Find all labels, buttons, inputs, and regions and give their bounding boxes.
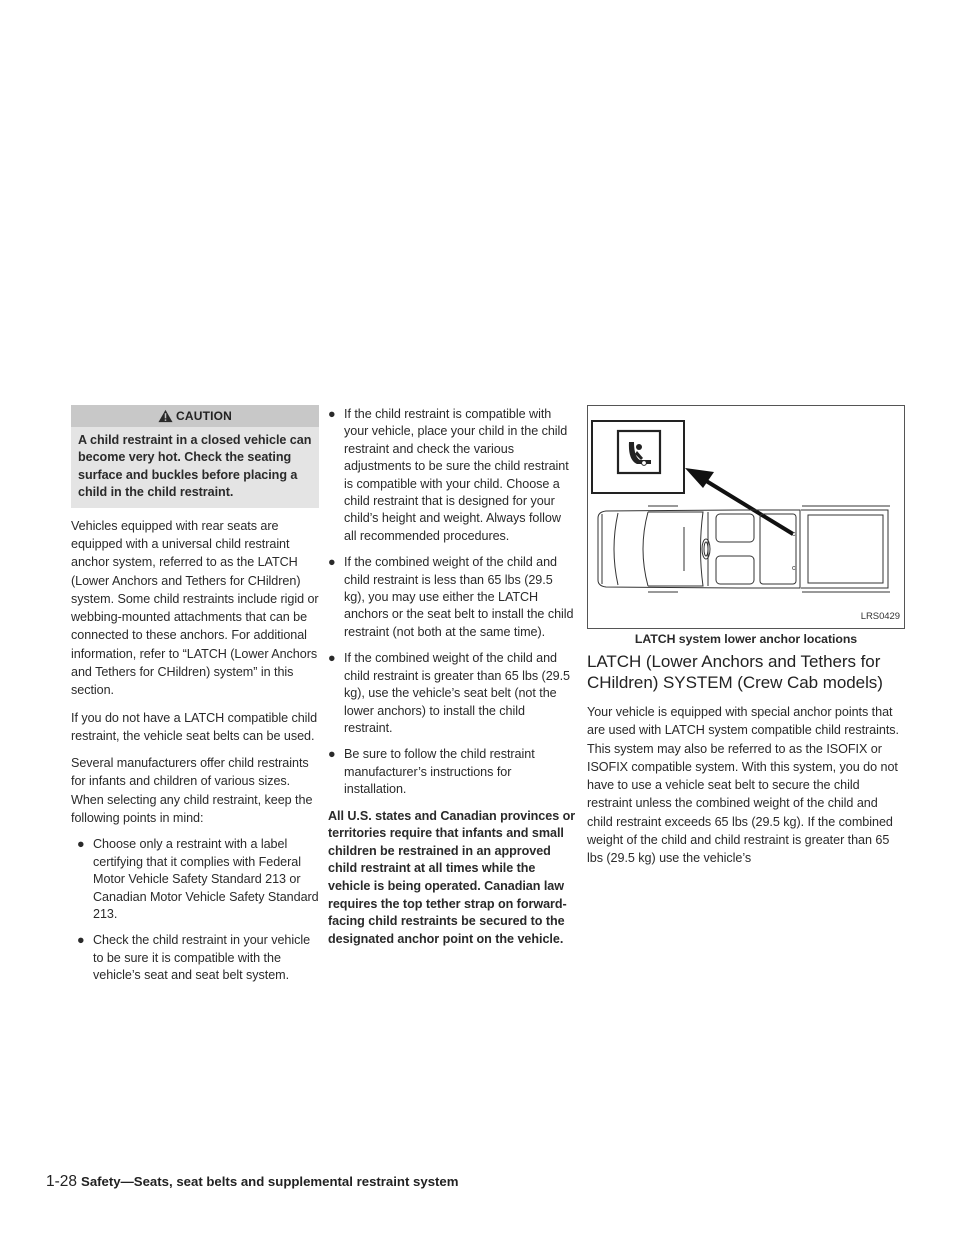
svg-text:c: c xyxy=(792,565,796,572)
truck-top-view-diagram xyxy=(588,406,904,628)
bullet-icon: ● xyxy=(77,837,85,852)
figure-caption: LATCH system lower anchor locations xyxy=(634,632,858,646)
list-item: ● Be sure to follow the child restraint manufacturer’s instructions for installation. xyxy=(328,747,535,797)
manufacturers-paragraph: Several manufacturers offer child restraints for infants and children of various sizes. When selecting any child restraint, keep the following points in mind: xyxy=(71,756,313,826)
list-item: ● If the combined weight of the child and child restraint is less than 65 lbs (29.5 kg), you may use either the LATCH anchors or the seat belt to install the child restraint (not both at the same time). xyxy=(328,555,574,639)
section-title: LATCH (Lower Anchors and Tethers for CHildren) SYSTEM (Crew Cab models) xyxy=(587,652,883,692)
latch-anchor-figure xyxy=(587,405,905,629)
caution-heading-text: CAUTION xyxy=(175,408,233,423)
latch-intro-paragraph: Vehicles equipped with rear seats are equipped with a universal child restraint anchor system, referred to as the LATCH (Lower Anchors and Tethers for CHildren) system. Some child restraints include rigid or webbing-mounted attachments that can be connected to these anchors. For additional information, refer to “LATCH (Lower Anchors and Tethers for CHildren) system” in this section. xyxy=(71,518,319,698)
chapter-title: Safety—Seats, seat belts and supplemental restraint system xyxy=(81,1174,459,1189)
seat-belt-paragraph: If you do not have a LATCH compatible child restraint, the vehicle seat belts can be used. xyxy=(71,710,318,743)
legal-requirement-paragraph: All U.S. states and Canadian provinces or territories require that infants and small children be restrained in an approved child restraint at all times while the vehicle is being operated. Canadian law requires the top tether strap on forward-facing child restraints be secured to the designated anchor point on the vehicle. xyxy=(328,808,576,946)
column-1 xyxy=(71,405,319,994)
compatibility-bullet-list xyxy=(328,406,576,799)
warning-triangle-icon xyxy=(158,409,173,423)
page-number: 1-28 xyxy=(46,1173,78,1190)
list-item: ● If the combined weight of the child and child restraint is greater than 65 lbs (29.5 kg), use the vehicle’s seat belt (not the lower anchors) to install the child restraint. xyxy=(328,651,571,735)
page-footer xyxy=(46,1173,459,1191)
bullet-icon: ● xyxy=(328,747,336,762)
bullet-icon: ● xyxy=(328,407,336,421)
list-item: ● Choose only a restraint with a label certifying that it complies with Federal Motor Vehicle Safety Standard 213 or Canadian Motor Vehicle Safety Standard 213. xyxy=(77,837,319,921)
column-3 xyxy=(587,405,905,877)
bullet-icon: ● xyxy=(328,555,336,570)
caution-text: A child restraint in a closed vehicle can become very hot. Check the seating surface and buckles before placing a child in the child restraint. xyxy=(71,427,319,508)
caution-heading xyxy=(71,405,319,427)
svg-text:c: c xyxy=(792,531,796,538)
bullet-icon: ● xyxy=(77,933,85,948)
column-2 xyxy=(328,406,576,948)
figure-code: LRS0429 xyxy=(860,610,900,622)
caution-box xyxy=(71,405,319,508)
list-item: ● Check the child restraint in your vehicle to be sure it is compatible with the vehicle’s seat and seat belt system. xyxy=(77,933,311,983)
latch-system-paragraph: Your vehicle is equipped with special anchor points that are used with LATCH system compatible child restraints. This system may also be referred to as the ISOFIX or ISOFIX compatible system. With this system, you do not have to use a vehicle seat belt to secure the child restraint unless the combined weight of the child and child restraint exceeds 65 lbs (29.5 kg). If the combined weight of the child and child restraint is greater than 65 lbs (29.5 kg) use the vehicle’s xyxy=(587,705,899,866)
selection-bullet-list xyxy=(71,836,319,984)
list-item: ● If the child restraint is compatible with your vehicle, place your child in the child restraint and check the various adjustments to be sure the child restraint is compatible with your child. Choose a child restraint that is designed for your child’s height and weight. Always follow all recommended procedures. xyxy=(328,407,569,543)
bullet-icon: ● xyxy=(328,651,336,666)
